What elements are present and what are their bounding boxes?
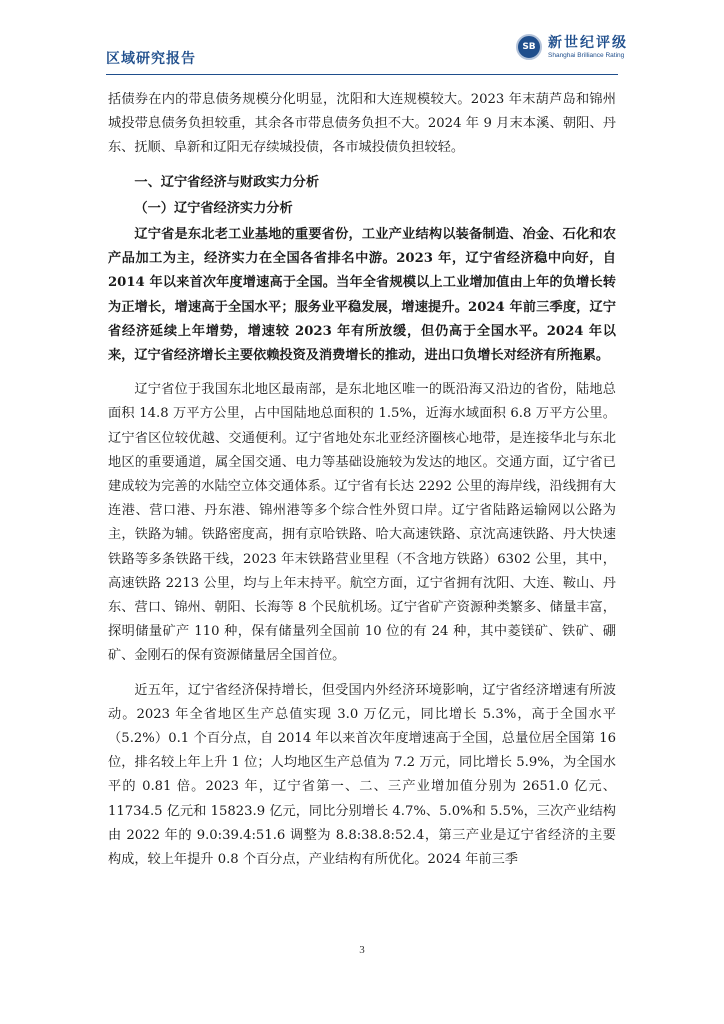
logo-chinese-name: 新世纪评级 bbox=[548, 34, 628, 51]
page-header bbox=[92, 28, 632, 72]
section-heading: 一、辽宁省经济与财政实力分析 bbox=[134, 174, 320, 190]
intro-paragraph: 括债券在内的带息债务规模分化明显，沈阳和大连规模较大。2023 年末葫芦岛和锦州城投带息债务负担较重，其余各市带息债务负担不大。2024 年 9 月末本溪、朝阳、丹东、抚顺、阜新和辽阳无存续城投债，各市城投债负担较轻。 bbox=[108, 92, 616, 156]
document-body bbox=[108, 88, 616, 872]
logo-text bbox=[548, 35, 628, 60]
economy-paragraph: 近五年，辽宁省经济保持增长，但受国内外经济环境影响，辽宁省经济增速有所波动。2023 年全省地区生产总值实现 3.0 万亿元，同比增长 5.3%，高于全国水平（5.2%）0.1 个百分点，自 2014 年以来首次年度增速高于全国，总量位居全国第 16 位，排名较上年上升 1 位；人均地区生产总值为 7.2 万元，同比增长 5.9%，为全国水平的 0.81 倍。2023 年，辽宁省第一、二、三产业增加值分别为 2651.0 亿元、11734.5 亿元和 15823.9 亿元，同比分别增长 4.7%、5.0%和 5.5%，三次产业结构由 2022 年的 9.0:39.4:51.6 调整为 8.8:38.8:52.4，第三产业是辽宁省经济的主要构成，较上年提升 0.8 个百分点，产业结构有所优化。2024 年前三季 bbox=[108, 682, 616, 868]
header-divider bbox=[106, 74, 618, 75]
logo-english-name: Shanghai Brilliance Rating bbox=[548, 51, 625, 59]
summary-paragraph: 辽宁省是东北老工业基地的重要省份，工业产业结构以装备制造、冶金、石化和农产品加工为主，经济实力在全国各省排名中游。2023 年，辽宁省经济稳中向好，自 2014 年以来首次年度增速高于全国。当年全省规模以上工业增加值由上年的负增长转为正增长，增速高于全国水平；服务业平稳发展，增速提升。2024 年前三季度，辽宁省经济延续上年增势，增速较 2023 年有所放缓，但仍高于全国水平。2024 年以来，辽宁省经济增长主要依赖投资及消费增长的推动，进出口负增长对经济有所拖累。 bbox=[108, 227, 616, 364]
subsection-heading: （一）辽宁省经济实力分析 bbox=[134, 200, 293, 216]
page-number: 3 bbox=[359, 944, 365, 956]
company-logo bbox=[516, 34, 628, 60]
location-paragraph: 辽宁省位于我国东北地区最南部，是东北地区唯一的既沿海又沿边的省份，陆地总面积 14.8 万平方公里，占中国陆地总面积的 1.5%，近海水域面积 6.8 万平方公里。辽宁省区位较优越、交通便利。辽宁省地处东北亚经济圈核心地带，是连接华北与东北地区的重要通道，属全国交通、电力等基础设施较为发达的地区。交通方面，辽宁省已建成较为完善的水陆空立体交通体系。辽宁省有长达 2292 公里的海岸线，沿线拥有大连港、营口港、丹东港、锦州港等多个综合性外贸口岸。辽宁省陆路运输网以公路为主，铁路为辅。铁路密度高，拥有京哈铁路、哈大高速铁路、京沈高速铁路、丹大快速铁路等多条铁路干线，2023 年末铁路营业里程（不含地方铁路）6302 公里，其中，高速铁路 2213 公里，均与上年末持平。航空方面，辽宁省拥有沈阳、大连、鞍山、丹东、营口、锦州、朝阳、长海等 8 个民航机场。辽宁省矿产资源种类繁多、储量丰富，探明储量矿产 110 种，保有储量列全国前 10 位的有 24 种，其中菱镁矿、铁矿、硼矿、金刚石的保有资源储量居全国首位。 bbox=[108, 382, 616, 664]
logo-emblem-icon: SB bbox=[516, 34, 542, 60]
report-category-title: 区域研究报告 bbox=[106, 51, 196, 67]
